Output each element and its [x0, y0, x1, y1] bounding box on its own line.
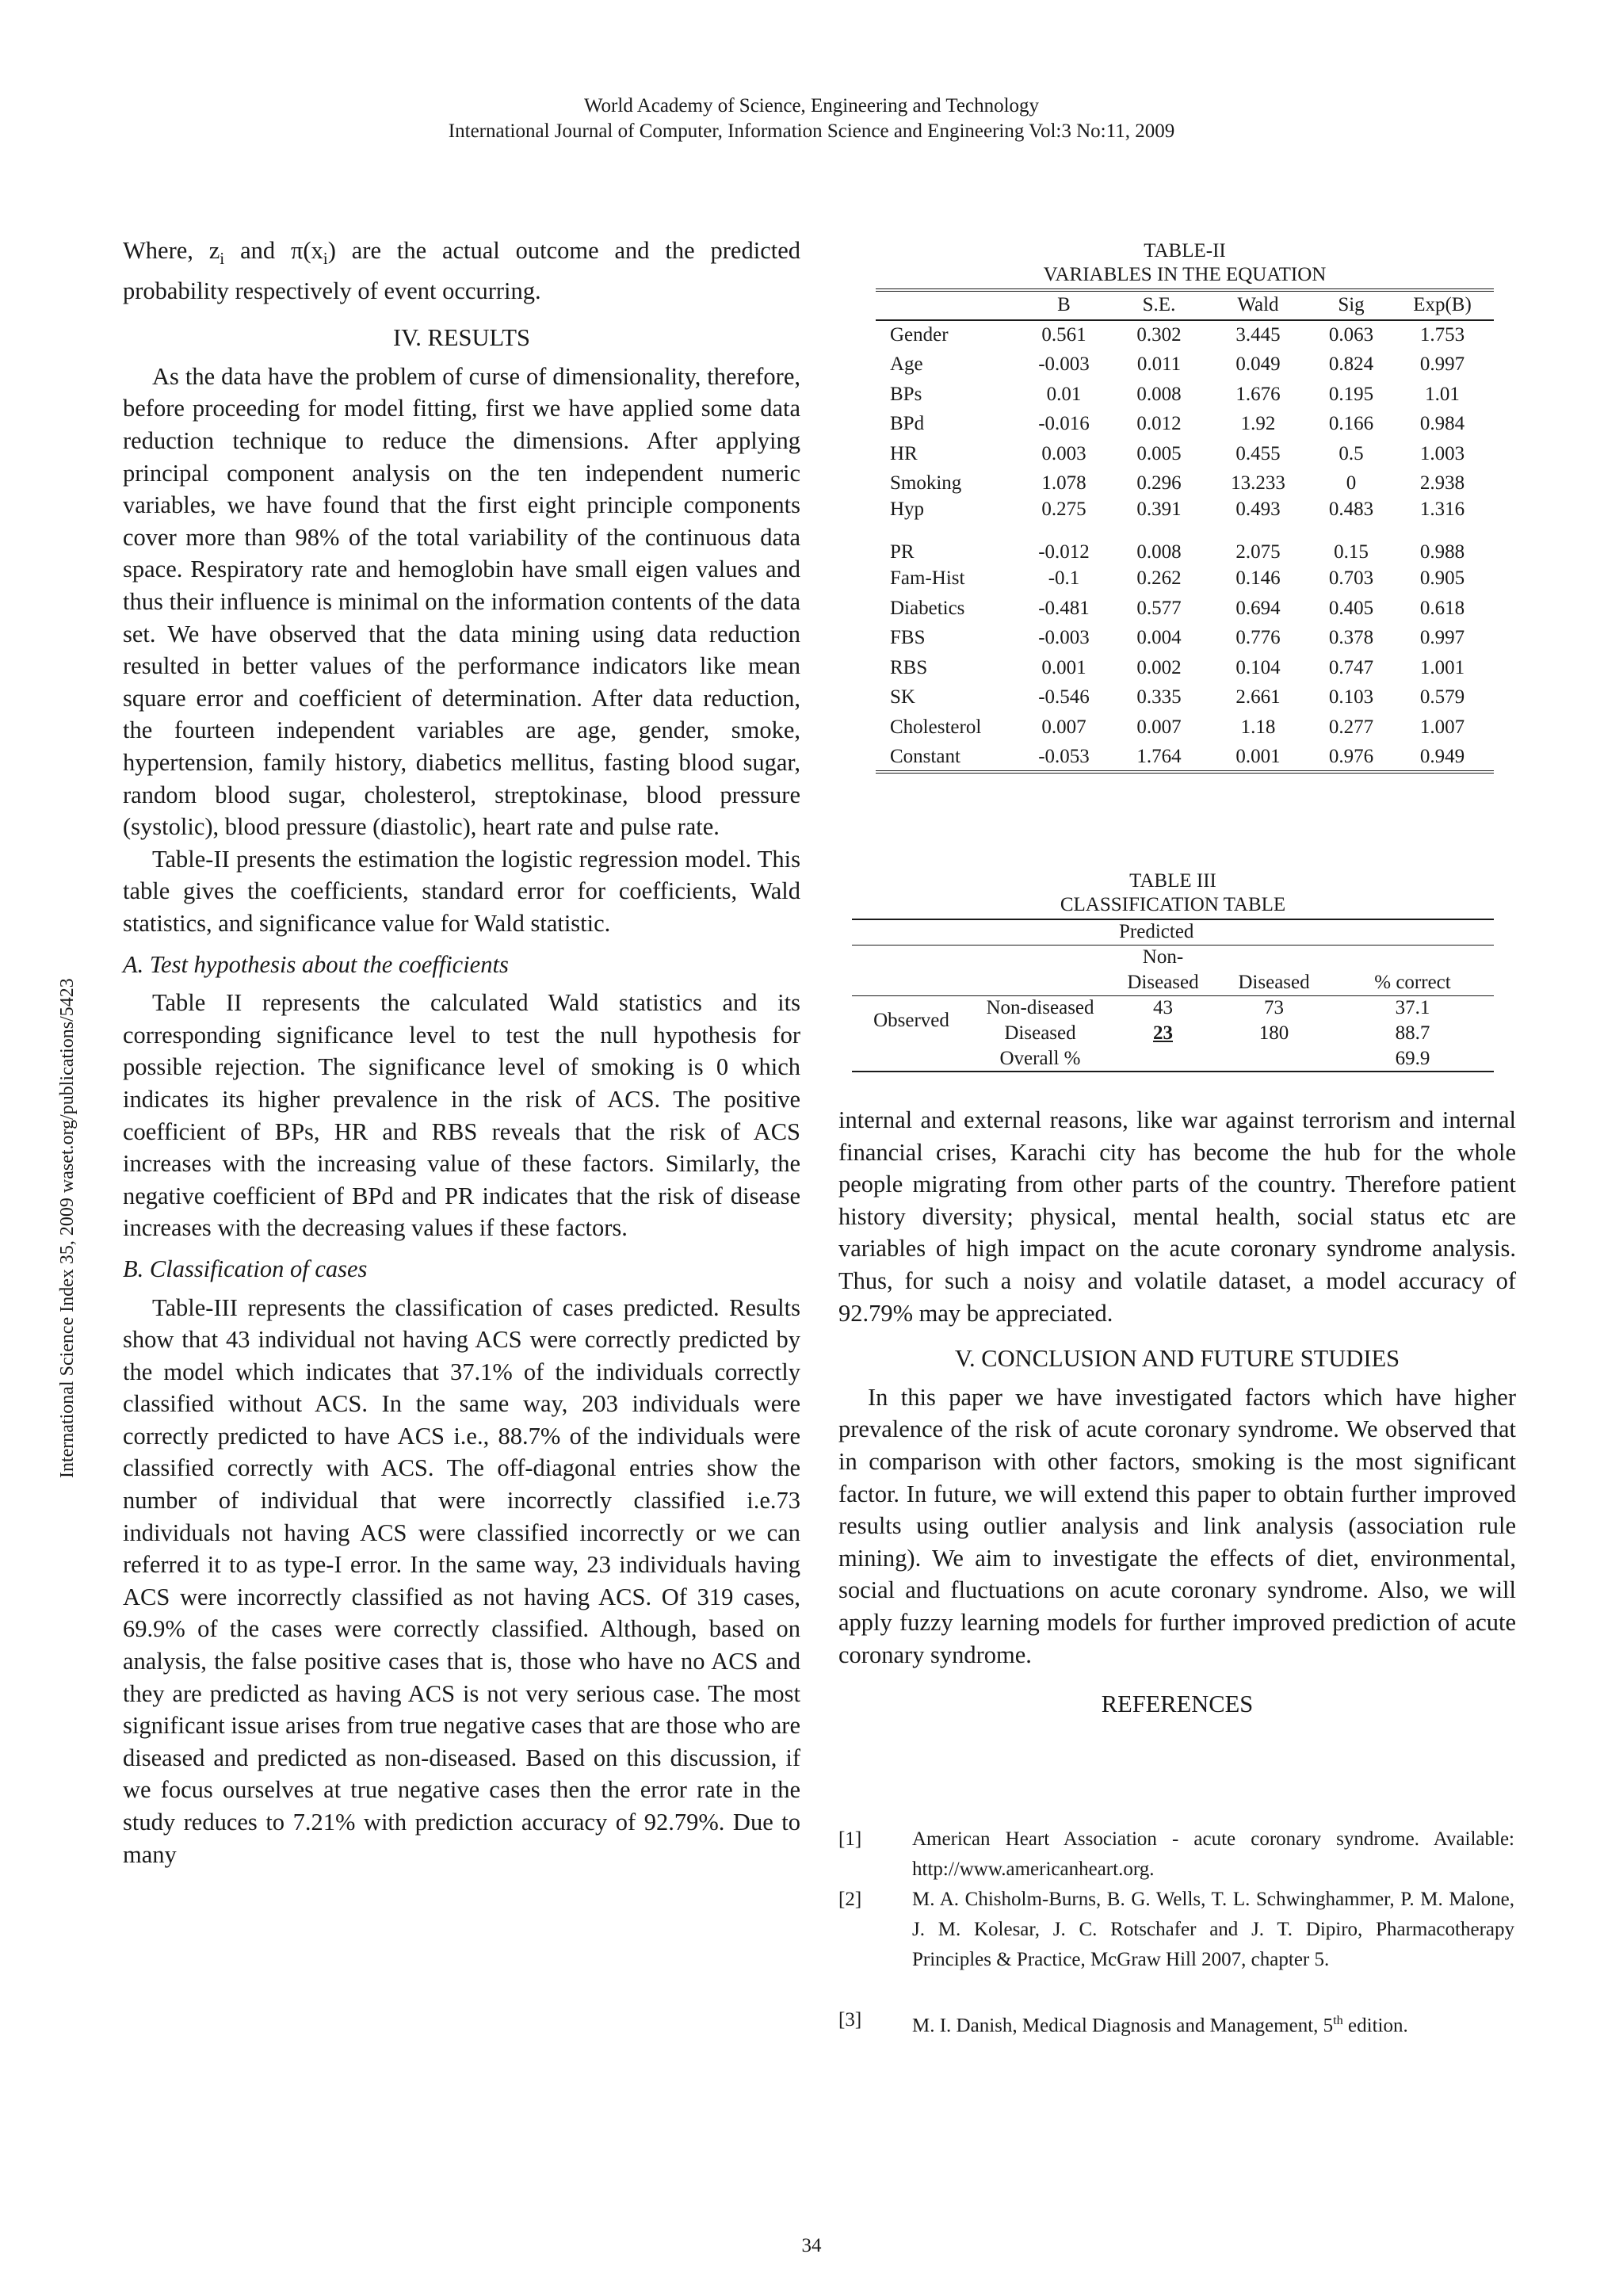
subsection-a-heading: A. Test hypothesis about the coefficients: [123, 950, 509, 978]
table-2-cell: 0.747: [1328, 656, 1374, 678]
table-2-row: [876, 469, 1494, 499]
table-2-row: [876, 409, 1494, 439]
table-2-cell: 3.445: [1235, 323, 1281, 346]
reference-number: [1]: [838, 1828, 862, 1850]
table-2-header-cell: Sig: [1338, 294, 1365, 316]
table-2-cell: 0.405: [1328, 597, 1374, 619]
table-2-cell: 0.579: [1419, 686, 1465, 709]
table-2-cell: 0.262: [1136, 567, 1182, 589]
table-2-row: [876, 499, 1494, 531]
table-2-cell: -0.012: [1038, 541, 1090, 563]
header-line-1: World Academy of Science, Engineering and Technology: [583, 95, 1040, 117]
index-sidebar: International Science Index 35, 2009 waset.org/publications/5423: [57, 978, 78, 1478]
reference-number: [3]: [838, 2009, 862, 2030]
table-2-cell: 0.776: [1235, 627, 1281, 649]
cell-value: 37.1: [1395, 997, 1430, 1019]
table-2-cell: 1.001: [1419, 656, 1465, 678]
table-2-cell: 0.049: [1235, 353, 1281, 375]
col-diseased-label: Diseased: [1238, 971, 1310, 993]
table-3-predicted-row: [852, 919, 1494, 945]
table-2-cell: 0.146: [1235, 567, 1281, 589]
variable-name: BPd: [890, 413, 925, 435]
table-2-cell: 0.296: [1136, 472, 1182, 495]
table-2-cell: 1.078: [1041, 472, 1086, 495]
table-2-cell: 0: [1346, 472, 1357, 495]
observed-label: Observed: [873, 1010, 949, 1032]
table-2: [876, 239, 1494, 774]
reference-3: [838, 2005, 1516, 2037]
conclusion-paragraph: In this paper we have investigated factors which have higher prevalence of the risk of acute coronary syndrome. We observed that in comparison with other factors, smoking is the most significant factor. In future, we will extend this paper to obtain further improved results using outlier analysis and link analysis (association rule mining). We aim to investigate the effects of diet, environmental, social and fluctuations on acute coronary syndrome. Also, we will apply fuzzy learning models for further improved prediction of acute coronary syndrome.: [838, 1383, 1516, 1668]
table-2-cell: 0.561: [1041, 323, 1086, 346]
reference-number: [2]: [838, 1889, 862, 1910]
conclusion-heading: V. CONCLUSION AND FUTURE STUDIES: [954, 1345, 1400, 1373]
table-2-cell: 0.01: [1046, 383, 1082, 405]
table-2-cell: 1.007: [1419, 716, 1465, 738]
table-2-cell: 0.012: [1136, 413, 1182, 435]
table-2-cell: 0.007: [1136, 716, 1182, 738]
variable-name: HR: [890, 442, 918, 464]
table-2-cell: 0.493: [1235, 499, 1281, 521]
table-2-row: [876, 350, 1494, 380]
table-2-cell: 0.005: [1136, 442, 1182, 464]
table-2-cell: 0.618: [1419, 597, 1465, 619]
cell-value: 73: [1264, 997, 1284, 1019]
table-2-row: [876, 623, 1494, 653]
predicted-label: Predicted: [1119, 921, 1194, 943]
left-column: [123, 235, 800, 1870]
page-number: 34: [801, 2235, 822, 2256]
variable-name: SK: [890, 686, 915, 709]
table-2-cell: 0.063: [1328, 323, 1374, 346]
table-2-cell: 0.694: [1235, 597, 1281, 619]
table-2-cell: 0.104: [1235, 656, 1281, 678]
variable-name: BPs: [890, 383, 922, 405]
variable-name: PR: [890, 541, 915, 563]
variable-name: Age: [890, 353, 923, 375]
reference-text: M. I. Danish, Medical Diagnosis and Management, 5th edition.: [912, 2013, 1408, 2037]
variable-name: Fam-Hist: [890, 567, 965, 589]
table-2-cell: 0.002: [1136, 656, 1182, 678]
variable-name: Diabetics: [890, 597, 965, 619]
table-2-cell: 0.275: [1041, 499, 1086, 521]
table-2-cell: -0.003: [1038, 353, 1090, 375]
cell-value: 88.7: [1395, 1022, 1430, 1044]
table-2-header-cell: B: [1057, 294, 1071, 316]
row-label: Overall %: [999, 1047, 1081, 1069]
table-2-row: [876, 320, 1494, 350]
cell-value: 43: [1153, 997, 1173, 1019]
table-2-cell: 0.5: [1338, 442, 1364, 464]
table-2-cell: 0.988: [1419, 541, 1465, 563]
table-2-cell: 0.703: [1328, 567, 1374, 589]
table-2-cell: 1.18: [1240, 716, 1276, 738]
table-2-cell: 1.92: [1240, 413, 1276, 435]
header-line-2: International Journal of Computer, Information Science and Engineering Vol:3 No:11, 2009: [448, 120, 1175, 142]
table-2-cell: 0.103: [1328, 686, 1374, 709]
subsection-a-paragraph: Table II represents the calculated Wald statistics and its corresponding significance level to test the null hypothesis for possible rejection. The significance level of smoking is 0 which indicates its higher prevalence in the risk of ACS. The positive coefficient of BPs, HR and RBS reveals that the risk of ACS increases with the increasing value of these factors. Similarly, the negative coefficient of BPd and PR indicates that the risk of disease increases with the decreasing values if these factors.: [123, 989, 800, 1242]
reference-2: [838, 1885, 1516, 1970]
variable-name: Hyp: [890, 499, 925, 521]
table-2-cell: 0.001: [1235, 745, 1281, 767]
table-2-cell: 0.391: [1136, 499, 1182, 521]
table-2-cell: 2.661: [1235, 686, 1281, 709]
variable-name: Gender: [890, 323, 949, 346]
results-heading: IV. RESULTS: [393, 324, 530, 352]
table-2-row: [876, 594, 1494, 624]
table-2-cell: 1.316: [1419, 499, 1465, 521]
table-2-cell: 0.976: [1328, 745, 1374, 767]
table-2-cell: 0.378: [1328, 627, 1374, 649]
row-label: Non-diseased: [986, 997, 1094, 1019]
col-correct-label: % correct: [1374, 971, 1451, 993]
table-2-header-cell: Exp(B): [1413, 294, 1472, 316]
table-2-cell: -0.016: [1038, 413, 1090, 435]
col-nondiseased-label: Diseased: [1127, 971, 1199, 993]
right-column: [838, 1104, 1516, 1721]
table-2-cell: 0.997: [1419, 627, 1465, 649]
table-2-cell: 1.676: [1235, 383, 1281, 405]
table-2-header-cell: Wald: [1237, 294, 1279, 316]
table-2-cell: -0.481: [1038, 597, 1090, 619]
table-3-grid: [852, 919, 1494, 1072]
table-2-row: [876, 563, 1494, 594]
table-2-header-cell: [876, 290, 1014, 320]
table-2-cell: -0.1: [1048, 567, 1080, 589]
variable-name: RBS: [890, 656, 928, 678]
table-2-cell: 1.003: [1419, 442, 1465, 464]
table-2-row: [876, 712, 1494, 743]
table-2-cell: 13.233: [1231, 472, 1285, 495]
table-2-row: [876, 683, 1494, 713]
table-2-header-cell: S.E.: [1142, 294, 1176, 316]
table-2-header-row: [876, 290, 1494, 320]
table-2-cell: 0.949: [1419, 745, 1465, 767]
table-2-row: [876, 439, 1494, 469]
variable-name: Smoking: [890, 472, 962, 495]
table-2-cell: 0.997: [1419, 353, 1465, 375]
table-2-cell: 1.753: [1419, 323, 1465, 346]
table-2-grid: [876, 288, 1494, 774]
table-2-cell: 2.075: [1235, 541, 1281, 563]
variable-name: Cholesterol: [890, 716, 982, 738]
table-2-cell: 0.905: [1419, 567, 1465, 589]
reference-1: [838, 1824, 1516, 1880]
table-2-cell: -0.053: [1038, 745, 1090, 767]
reference-text: American Heart Association - acute coronary syndrome. Available: http://www.americanheart.org.: [912, 1828, 1514, 1880]
table-2-cell: 0.004: [1136, 627, 1182, 649]
table-2-cell: 0.007: [1041, 716, 1086, 738]
table-2-cell: 0.577: [1136, 597, 1182, 619]
table-3-title: CLASSIFICATION TABLE: [1060, 894, 1286, 915]
table-2-cell: 0.003: [1041, 442, 1086, 464]
table-2-cell: 1.764: [1136, 745, 1182, 767]
subsection-b-paragraph: Table-III represents the classification of cases predicted. Results show that 43 individual not having ACS were correctly predicted by the model which indicates that 37.1% of the individuals correctly classified without ACS. In the same way, 203 individuals were correctly predicted to have ACS i.e., 88.7% of the individuals were classified correctly with ACS. The off-diagonal entries show the number of individual that were incorrectly classified i.e.73 individuals not having ACS were classified incorrectly or we can referred it to as type-I error. In the same way, 23 individuals having ACS were incorrectly classified as not having ACS. Of 319 cases, 69.9% of the cases were correctly classified. Although, based on analysis, the false positive cases that is, those who have no ACS and they are predicted as having ACS is not very serious case. The most significant issue arises from true negative cases that are those who are diseased and predicted as non-diseased. Based on this discussion, if we focus ourselves at true negative cases then the error rate in the study reduces to 7.21% with prediction accuracy of 92.79%. Due to many: [123, 1293, 800, 1868]
table-2-cell: 0.483: [1328, 499, 1374, 521]
table-2-cell: 0.302: [1136, 323, 1182, 346]
table-3-row-nondiseased: [852, 995, 1494, 1021]
table-2-cell: 0.335: [1136, 686, 1182, 709]
table-2-cell: 2.938: [1419, 472, 1465, 495]
table-2-cell: 0.008: [1136, 541, 1182, 563]
references-heading: REFERENCES: [1101, 1690, 1254, 1718]
table-2-cell: 0.195: [1328, 383, 1374, 405]
table-2-title: VARIABLES IN THE EQUATION: [1043, 264, 1327, 285]
cell-value: 69.9: [1395, 1047, 1430, 1069]
variable-name: Constant: [890, 745, 960, 767]
table-2-cell: -0.003: [1038, 627, 1090, 649]
table-2-cell: 0.984: [1419, 413, 1465, 435]
table-2-row: [876, 743, 1494, 773]
table-2-cell: 0.455: [1235, 442, 1281, 464]
table-2-cell: 0.277: [1328, 716, 1374, 738]
intro-paragraph: Where, $z_i$ and $\pi(x_i)$ are the actual outcome and the predicted probability respectively of event occurring.: [123, 237, 800, 304]
table-3-header-row-2: [852, 970, 1494, 995]
subsection-b-heading: B. Classification of cases: [123, 1255, 368, 1282]
table-2-cell: 0.001: [1041, 656, 1086, 678]
reference-text: M. A. Chisholm-Burns, B. G. Wells, T. L. Schwinghammer, P. M. Malone, J. M. Kolesar, J. C. Rotschafer and J. T. Dipiro, Pharmacotherapy Principles & Practice, McGraw Hill 2007, chapter 5.: [912, 1889, 1514, 1970]
table-2-cell: 0.008: [1136, 383, 1182, 405]
results-paragraph-2: Table-II presents the estimation the logistic regression model. This table gives the coefficients, standard error for coefficients, Wald statistics, and significance value for Wald statistic.: [123, 845, 800, 937]
table-2-cell: 1.01: [1425, 383, 1460, 405]
continued-paragraph: internal and external reasons, like war against terrorism and internal financial crises, Karachi city has become the hub for the whole people migrating from other parts of the country. Therefore patient history diversity; physical, mental health, social status etc are variables of high impact on the acute coronary syndrome analysis. Thus, for such a noisy and volatile dataset, a model accuracy of 92.79% may be appreciated.: [838, 1106, 1516, 1327]
row-label: Diseased: [1004, 1022, 1076, 1044]
table-2-cell: 0.824: [1328, 353, 1374, 375]
table-2-row: [876, 653, 1494, 683]
table-2-row: [876, 531, 1494, 563]
table-2-row: [876, 380, 1494, 410]
col-non-label: Non-: [1142, 946, 1184, 968]
cell-value: 180: [1258, 1022, 1289, 1044]
table-3-number: TABLE III: [1129, 870, 1216, 892]
journal-header: [0, 94, 1623, 144]
table-2-cell: -0.546: [1038, 686, 1090, 709]
table-3-header-row-1: [852, 945, 1494, 970]
table-3: [852, 869, 1494, 1072]
results-paragraph-1: As the data have the problem of curse of dimensionality, therefore, before proceeding for model fitting, first we have applied some data reduction technique to reduce the dimensions. After applying principal component analysis on the ten independent numeric variables, we have found that the first eight principle components cover more than 98% of the total variability of the continuous data space. Respiratory rate and hemoglobin have small eigen values and thus their influence is minimal on the information contents of the data set. We have observed that the data mining using data reduction resulted in better values of the performance indicators like mean square error and coefficient of determination. After data reduction, the fourteen independent variables are age, gender, smoke, hypertension, family history, diabetics mellitus, fasting blood sugar, random blood sugar, cholesterol, streptokinase, blood pressure (systolic), blood pressure (diastolic), heart rate and pulse rate.: [123, 362, 800, 841]
cell-value-emphasized: 23: [1153, 1022, 1173, 1044]
table-3-row-overall: [852, 1046, 1494, 1072]
table-2-body: [876, 320, 1494, 773]
table-2-cell: 0.15: [1334, 541, 1369, 563]
table-2-number: TABLE-II: [1144, 240, 1226, 262]
table-2-cell: 0.166: [1328, 413, 1374, 435]
table-2-cell: 0.011: [1136, 353, 1182, 375]
variable-name: FBS: [890, 627, 926, 649]
